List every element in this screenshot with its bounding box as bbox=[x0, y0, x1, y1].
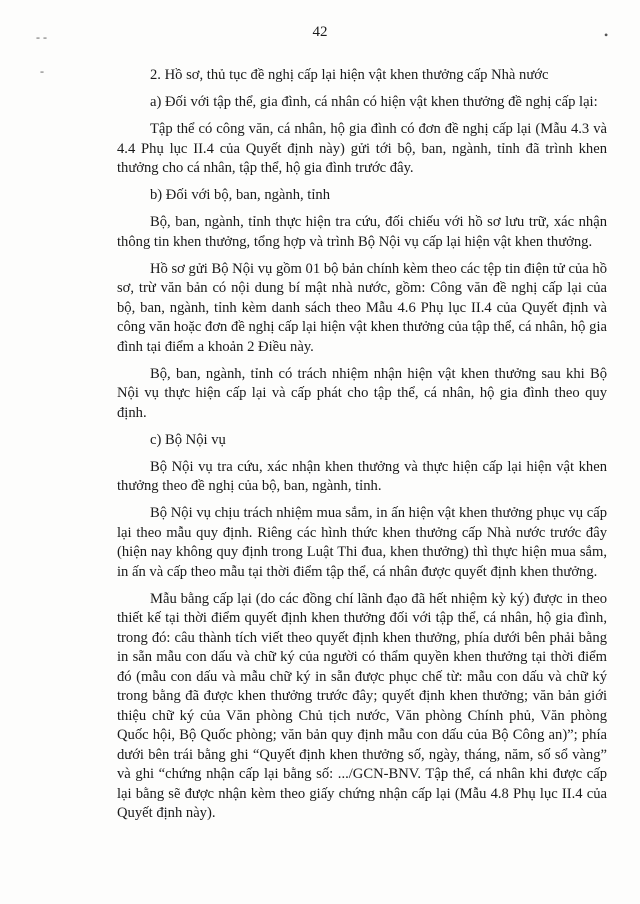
scan-mark-top-right: • bbox=[604, 28, 609, 42]
subsection-c-heading: c) Bộ Nội vụ bbox=[150, 431, 226, 448]
subsection-a-heading: a) Đối với tập thể, gia đình, cá nhân có hiện vật khen thưởng đề nghị cấp lại: bbox=[150, 94, 598, 110]
paragraph: Tập thể có công văn, cá nhân, hộ gia đình có đơn đề nghị cấp lại (Mẫu 4.3 và 4.4 Phụ lục II.4 của Quyết định này) gửi tới bộ, ban, ngành, tỉnh đã trình khen thưởng cho cá nhân, tập thể, hộ gia đình trước đây. bbox=[117, 121, 607, 176]
paragraph: Bộ Nội vụ tra cứu, xác nhận khen thưởng và thực hiện cấp lại hiện vật khen thưởng theo đề nghị của bộ, ban, ngành, tỉnh. bbox=[117, 458, 607, 494]
document-body bbox=[117, 66, 607, 831]
paragraph: Mẫu bằng cấp lại (do các đồng chí lãnh đạo đã hết nhiệm kỳ ký) được in theo thiết kế tại thời điểm quyết định khen thưởng đối với tập thể, cá nhân, hộ gia đình, trong đó: câu thành tích viết theo quyết định khen thưởng, phía dưới bên phải bằng in sẵn mẫu con dấu và chữ ký của người có thẩm quyền khen thưởng tại thời điểm đó (mẫu con dấu và mẫu chữ ký in sẵn được phục chế từ: mẫu con dấu và chữ ký trong bằng đã được khen thưởng trước đây; quyết định khen thưởng; văn bản giới thiệu chữ ký của Văn phòng Chủ tịch nước, Văn phòng Chính phủ, Văn phòng Quốc hội, Bộ Quốc phòng; văn bản quy định mẫu con dấu của Bộ Công an)”; phía dưới bên trái bằng ghi “Quyết định khen thưởng số, ngày, tháng, năm, số sổ vàng” và ghi “chứng nhận cấp lại bằng số: .../GCN-BNV. Tập thể, cá nhân khi được cấp lại bằng sẽ được nhận kèm theo giấy chứng nhận cấp lại (Mẫu 4.8 Phụ lục II.4 của Quyết định này). bbox=[117, 590, 607, 821]
subsection-b-heading: b) Đối với bộ, ban, ngành, tỉnh bbox=[150, 187, 330, 203]
page-number: 42 bbox=[312, 24, 328, 40]
paragraph: Bộ Nội vụ chịu trách nhiệm mua sắm, in ấn hiện vật khen thưởng phục vụ cấp lại theo mẫu quy định. Riêng các hình thức khen thưởng cấp Nhà nước trước đây (hiện nay không quy định trong Luật Thi đua, khen thưởng) thì thực hiện mua sắm, in ấn và cấp theo mẫu tại thời điểm tập thể, cá nhân được quyết định khen thưởng. bbox=[117, 505, 607, 580]
scan-mark-top-left: - - bbox=[36, 30, 47, 44]
scan-mark-left: - bbox=[40, 64, 44, 78]
paragraph: Bộ, ban, ngành, tỉnh thực hiện tra cứu, đối chiếu với hồ sơ lưu trữ, xác nhận thông tin khen thưởng, tổng hợp và trình Bộ Nội vụ cấp lại hiện vật khen thưởng. bbox=[117, 214, 607, 250]
paragraph: Hồ sơ gửi Bộ Nội vụ gồm 01 bộ bản chính kèm theo các tệp tin điện tử của hồ sơ, trừ văn bản có nội dung bí mật nhà nước, gồm: Công văn đề nghị cấp lại của bộ, ban, ngành, tỉnh kèm danh sách theo Mẫu 4.6 Phụ lục II.4 của Quyết định và công văn hoặc đơn đề nghị cấp lại hiện vật khen thưởng của tập thể, cá nhân, hộ gia đình tại điểm a khoản 2 Điều này. bbox=[117, 260, 607, 355]
paragraph: Bộ, ban, ngành, tỉnh có trách nhiệm nhận hiện vật khen thưởng sau khi Bộ Nội vụ thực hiện cấp lại và cấp phát cho tập thể, cá nhân, hộ gia đình theo quy định. bbox=[117, 365, 607, 421]
section-heading: 2. Hồ sơ, thủ tục đề nghị cấp lại hiện vật khen thưởng cấp Nhà nước bbox=[150, 67, 549, 83]
